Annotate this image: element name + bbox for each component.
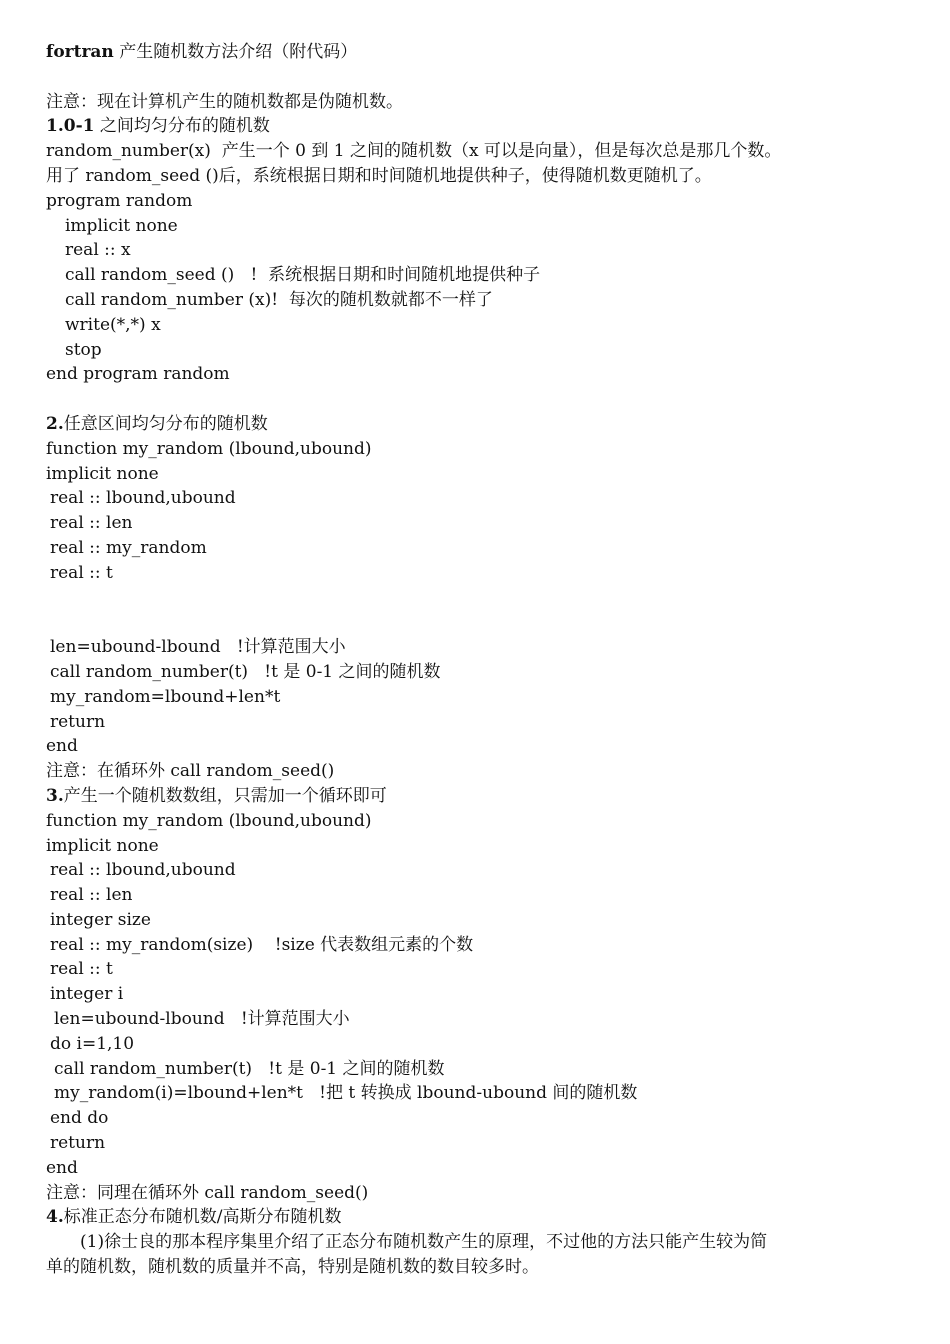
code-line: my_random=lbound+len*t bbox=[50, 686, 281, 707]
code-line: end program random bbox=[46, 364, 230, 385]
code-line: real :: x bbox=[65, 240, 131, 261]
code-line: real :: t bbox=[50, 562, 113, 583]
section-1-desc-1: random_number(x) 产生一个 0 到 1 之间的随机数（x 可以是向量），但是每次总是那几个数。 bbox=[46, 141, 782, 162]
code-line: stop bbox=[65, 339, 102, 360]
code-line: program random bbox=[46, 190, 193, 211]
code-line: do i=1,10 bbox=[50, 1033, 135, 1054]
code-line: call random_number(t) !t 是 0-1 之间的随机数 bbox=[50, 661, 441, 682]
section-1-heading: 1.0-1 之间均匀分布的随机数 bbox=[46, 116, 270, 137]
code-line: end do bbox=[50, 1108, 109, 1129]
code-line: my_random(i)=lbound+len*t !把 t 转换成 lbound-ubound 间的随机数 bbox=[54, 1083, 638, 1104]
code-line: implicit none bbox=[46, 835, 159, 856]
section-4-paragraph-line-1: (1)徐士良的那本程序集里介绍了正态分布随机数产生的原理，不过他的方法只能产生较为简 bbox=[80, 1232, 768, 1253]
code-line: implicit none bbox=[46, 463, 159, 484]
code-line: real :: lbound,ubound bbox=[50, 860, 236, 881]
code-line: end bbox=[46, 1157, 78, 1178]
code-line: call random_seed () ! 系统根据日期和时间随机地提供种子 bbox=[65, 265, 541, 286]
code-line: function my_random (lbound,ubound) bbox=[46, 438, 372, 459]
code-line: len=ubound-lbound !计算范围大小 bbox=[50, 637, 346, 658]
section-2-heading: 2.任意区间均匀分布的随机数 bbox=[46, 413, 268, 434]
section-4-paragraph-line-2: 单的随机数，随机数的质量并不高，特别是随机数的数目较多时。 bbox=[46, 1257, 539, 1278]
section-1-desc-2: 用了 random_seed ()后，系统根据日期和时间随机地提供种子，使得随机数更随机了。 bbox=[46, 165, 712, 186]
code-line: implicit none bbox=[65, 215, 178, 236]
code-line: real :: len bbox=[50, 513, 133, 534]
code-line: real :: my_random(size) !size 代表数组元素的个数 bbox=[50, 934, 474, 955]
code-line: real :: t bbox=[50, 959, 113, 980]
code-line: real :: my_random bbox=[50, 537, 207, 558]
code-line: call random_number (x)! 每次的随机数就都不一样了 bbox=[65, 289, 493, 310]
code-line: integer i bbox=[50, 984, 124, 1005]
section-2-note: 注意：在循环外 call random_seed() bbox=[46, 761, 335, 782]
intro-note: 注意：现在计算机产生的随机数都是伪随机数。 bbox=[46, 91, 403, 112]
code-line: integer size bbox=[50, 909, 151, 930]
document-title: fortran 产生随机数方法介绍（附代码） bbox=[46, 42, 358, 62]
code-line: len=ubound-lbound !计算范围大小 bbox=[54, 1009, 350, 1030]
section-4-heading: 4.标准正态分布随机数/高斯分布随机数 bbox=[46, 1207, 342, 1228]
section-3-note: 注意：同理在循环外 call random_seed() bbox=[46, 1182, 369, 1203]
code-line: call random_number(t) !t 是 0-1 之间的随机数 bbox=[54, 1058, 445, 1079]
document-page bbox=[46, 40, 906, 1280]
section-3-heading: 3.产生一个随机数数组，只需加一个循环即可 bbox=[46, 785, 387, 806]
code-line: real :: len bbox=[50, 885, 133, 906]
code-line: return bbox=[50, 1133, 106, 1154]
code-line: real :: lbound,ubound bbox=[50, 488, 236, 509]
code-line: function my_random (lbound,ubound) bbox=[46, 810, 372, 831]
code-line: end bbox=[46, 736, 78, 757]
code-line: return bbox=[50, 711, 106, 732]
code-line: write(*,*) x bbox=[65, 314, 161, 335]
